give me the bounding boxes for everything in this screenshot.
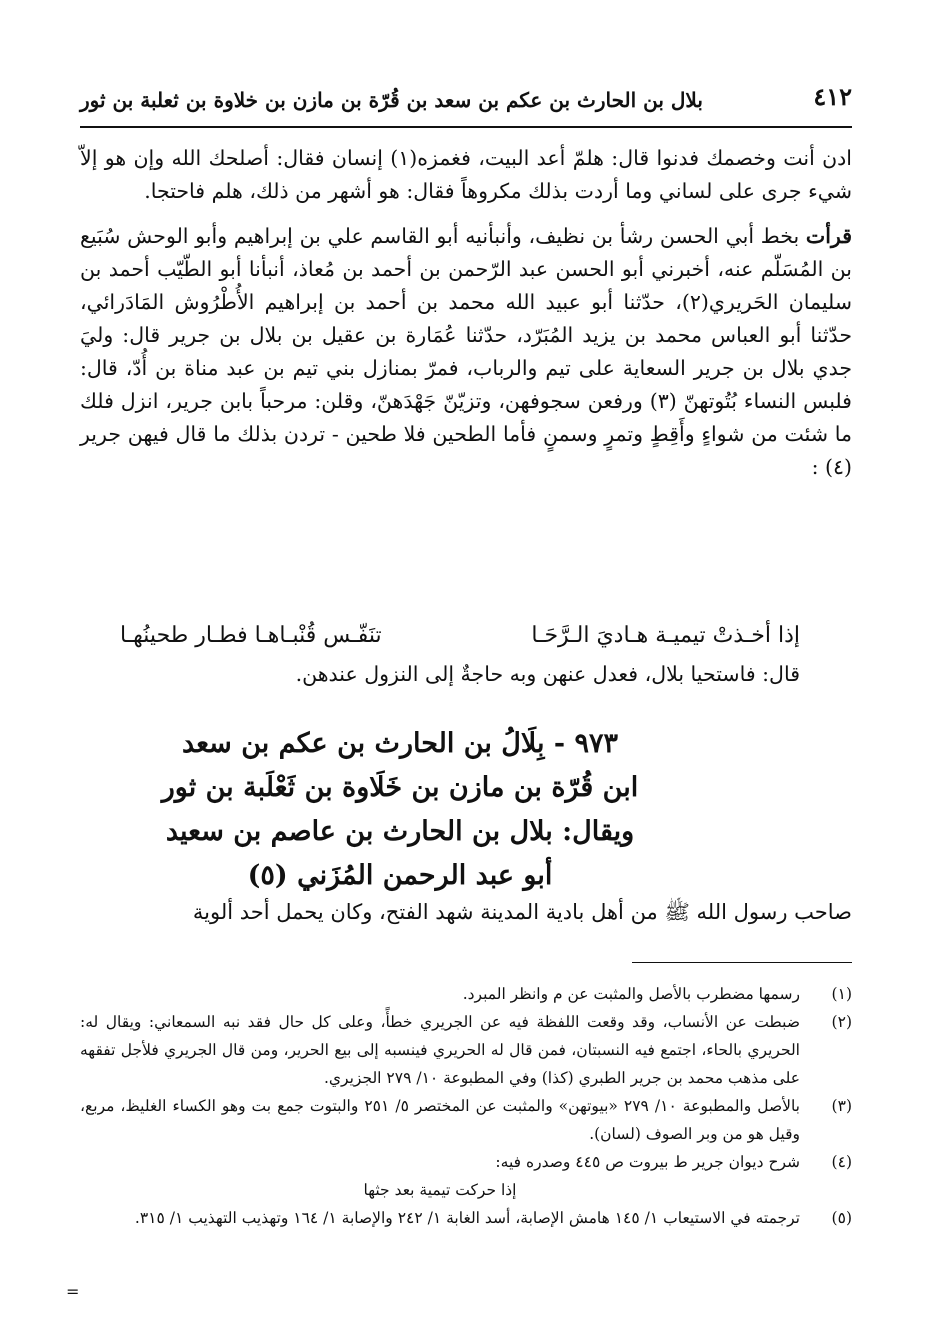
paragraph-text: بخط أبي الحسن رشأ بن نظيف، وأنبأنيه أبو القاسم علي بن إبراهيم وأبو الوحش سُبَيع بن المُسَلّم عنه، أخبرني أبو الحسن عبد الرّحمن بن أحمد بن مُعاذ، أنبأنا أبو الطّيّب أحمد بن سليمان الحَريري(٢)، حدّثنا أبو عبيد الله محمد بن أحمد بن إبراهيم الأُطْرُوش المَادَرائي، حدّثنا أبو العباس محمد بن يزيد المُبَرّد، حدّثنا عُمَارة بن عقيل بن بلال بن جرير قال: وليَ جدي بلال بن جرير السعاية على تيم والرباب، فمرّ بمنازل بني تيم بن عبد مناة بن أُدّ، قال: فلبس النساء بُتُوتهنّ (٣) ورفعن سجوفهن، وتزيّنّ جَهْدَهنّ، وقلن: مرحباً بابن جرير، انزل فلك ما شئت من شواءٍ وأَقِطٍ وتمرٍ وسمنٍ فأما الطحين فلا طحين - تردن بذلك ما قال فيهن جرير (٤) : (80, 224, 852, 479)
footnote-verse: إذا حركت تيمية بعد جثها (363, 1181, 517, 1199)
footnote-number: (٢) (831, 1013, 852, 1031)
footnote-text: رسمها مضطرب بالأصل والمثبت عن م وانظر المبرد. (462, 985, 800, 1003)
entry-heading-line: أبو عبد الرحمن المُزَني (٥) (247, 860, 553, 891)
footnote-number: (٤) (831, 1153, 852, 1171)
entry-heading-line: ٩٧٣ - بِلَالُ بن الحارث بن عكم بن سعد (181, 728, 619, 759)
footnote (80, 1092, 852, 1148)
verse-second-hemistich: تنَفّـس قُنْبـاهـا فطـار طحينُهـا (120, 623, 382, 648)
after-verse-text: قال: فاستحيا بلال، فعدل عنهن وبه حاجةٌ إلى النزول عندهن. (295, 662, 800, 686)
footnote-number: (٣) (831, 1097, 852, 1115)
footnote (80, 980, 852, 1008)
footnote-divider (632, 962, 852, 963)
page-header (80, 76, 852, 128)
footnote-number: (١) (831, 985, 852, 1003)
paragraph (80, 142, 852, 208)
footnote-number: (٥) (831, 1209, 852, 1227)
footnote (80, 1148, 852, 1176)
corner-mark: = (66, 1282, 80, 1301)
entry-heading-line: ابن قُرّة بن مازن بن خَلَاوة بن ثَعْلَبة بن ثور (161, 772, 639, 803)
entry-heading (150, 722, 650, 898)
entry-heading-line: ويقال: بلال بن الحارث بن عاصم بن سعيد (165, 816, 635, 847)
page-number: ٤١٢ (813, 82, 852, 111)
paragraph (80, 220, 852, 484)
footnote-text: شرح ديوان جرير ط بيروت ص ٤٤٥ وصدره فيه: (495, 1153, 800, 1171)
footnote-text: ضبطت عن الأنساب، وقد وقعت اللفظة فيه عن الجريري خطأً، وعلى كل حال فقد نبه السمعاني: ويقال له: الحريري بالحاء، اجتمع فيه النسبتان، فمن قال له الحريري فينسبه إلى بيع الحرير، ومن قال الجريري فلأجل تفقهه على مذهب محمد بن جرير الطبري (كذا) وفي المطبوعة ١٠/ ٢٧٩ الجزيري. (80, 1013, 800, 1087)
footnote (80, 1008, 852, 1092)
paragraph-lead-word: قرأت (805, 224, 852, 248)
footnote-text: بالأصل والمطبوعة ١٠/ ٢٧٩ «بيوتهن» والمثبت عن المختصر ٥/ ٢٥١ والبتوت جمع بت وهو الكساء الغليظ، مربع، وقيل هو من وبر الصوف (لسان). (80, 1097, 800, 1143)
running-title: بلال بن الحارث بن عكم بن سعد بن قُرّة بن مازن بن خلاوة بن ثعلبة بن ثور (80, 88, 703, 112)
footnote (80, 1204, 852, 1232)
footnotes (80, 980, 852, 1232)
paragraph-text: ادن أنت وخصمك فدنوا قال: هلمّ أعد البيت، فغمزه(١) إنسان فقال: أصلحك الله وإن هو إلاّ شيء جرى على لساني وما أردت بذلك مكروهاً فقال: هو أشهر من ذلك، هلم فاحتجا. (80, 146, 853, 203)
entry-body-text: صاحب رسول الله ﷺ من أهل بادية المدينة شهد الفتح، وكان يحمل أحد ألوية (192, 900, 852, 924)
verse-first-hemistich: إذا أخـذتْ تيميـة هـاديَ الـرَّحَـا (531, 623, 800, 648)
footnote-text: ترجمته في الاستيعاب ١/ ١٤٥ هامش الإصابة، أسد الغابة ١/ ٢٤٢ والإصابة ١/ ١٦٤ وتهذيب التهذيب ١/ ٣١٥. (134, 1209, 800, 1227)
body-text (80, 142, 852, 496)
